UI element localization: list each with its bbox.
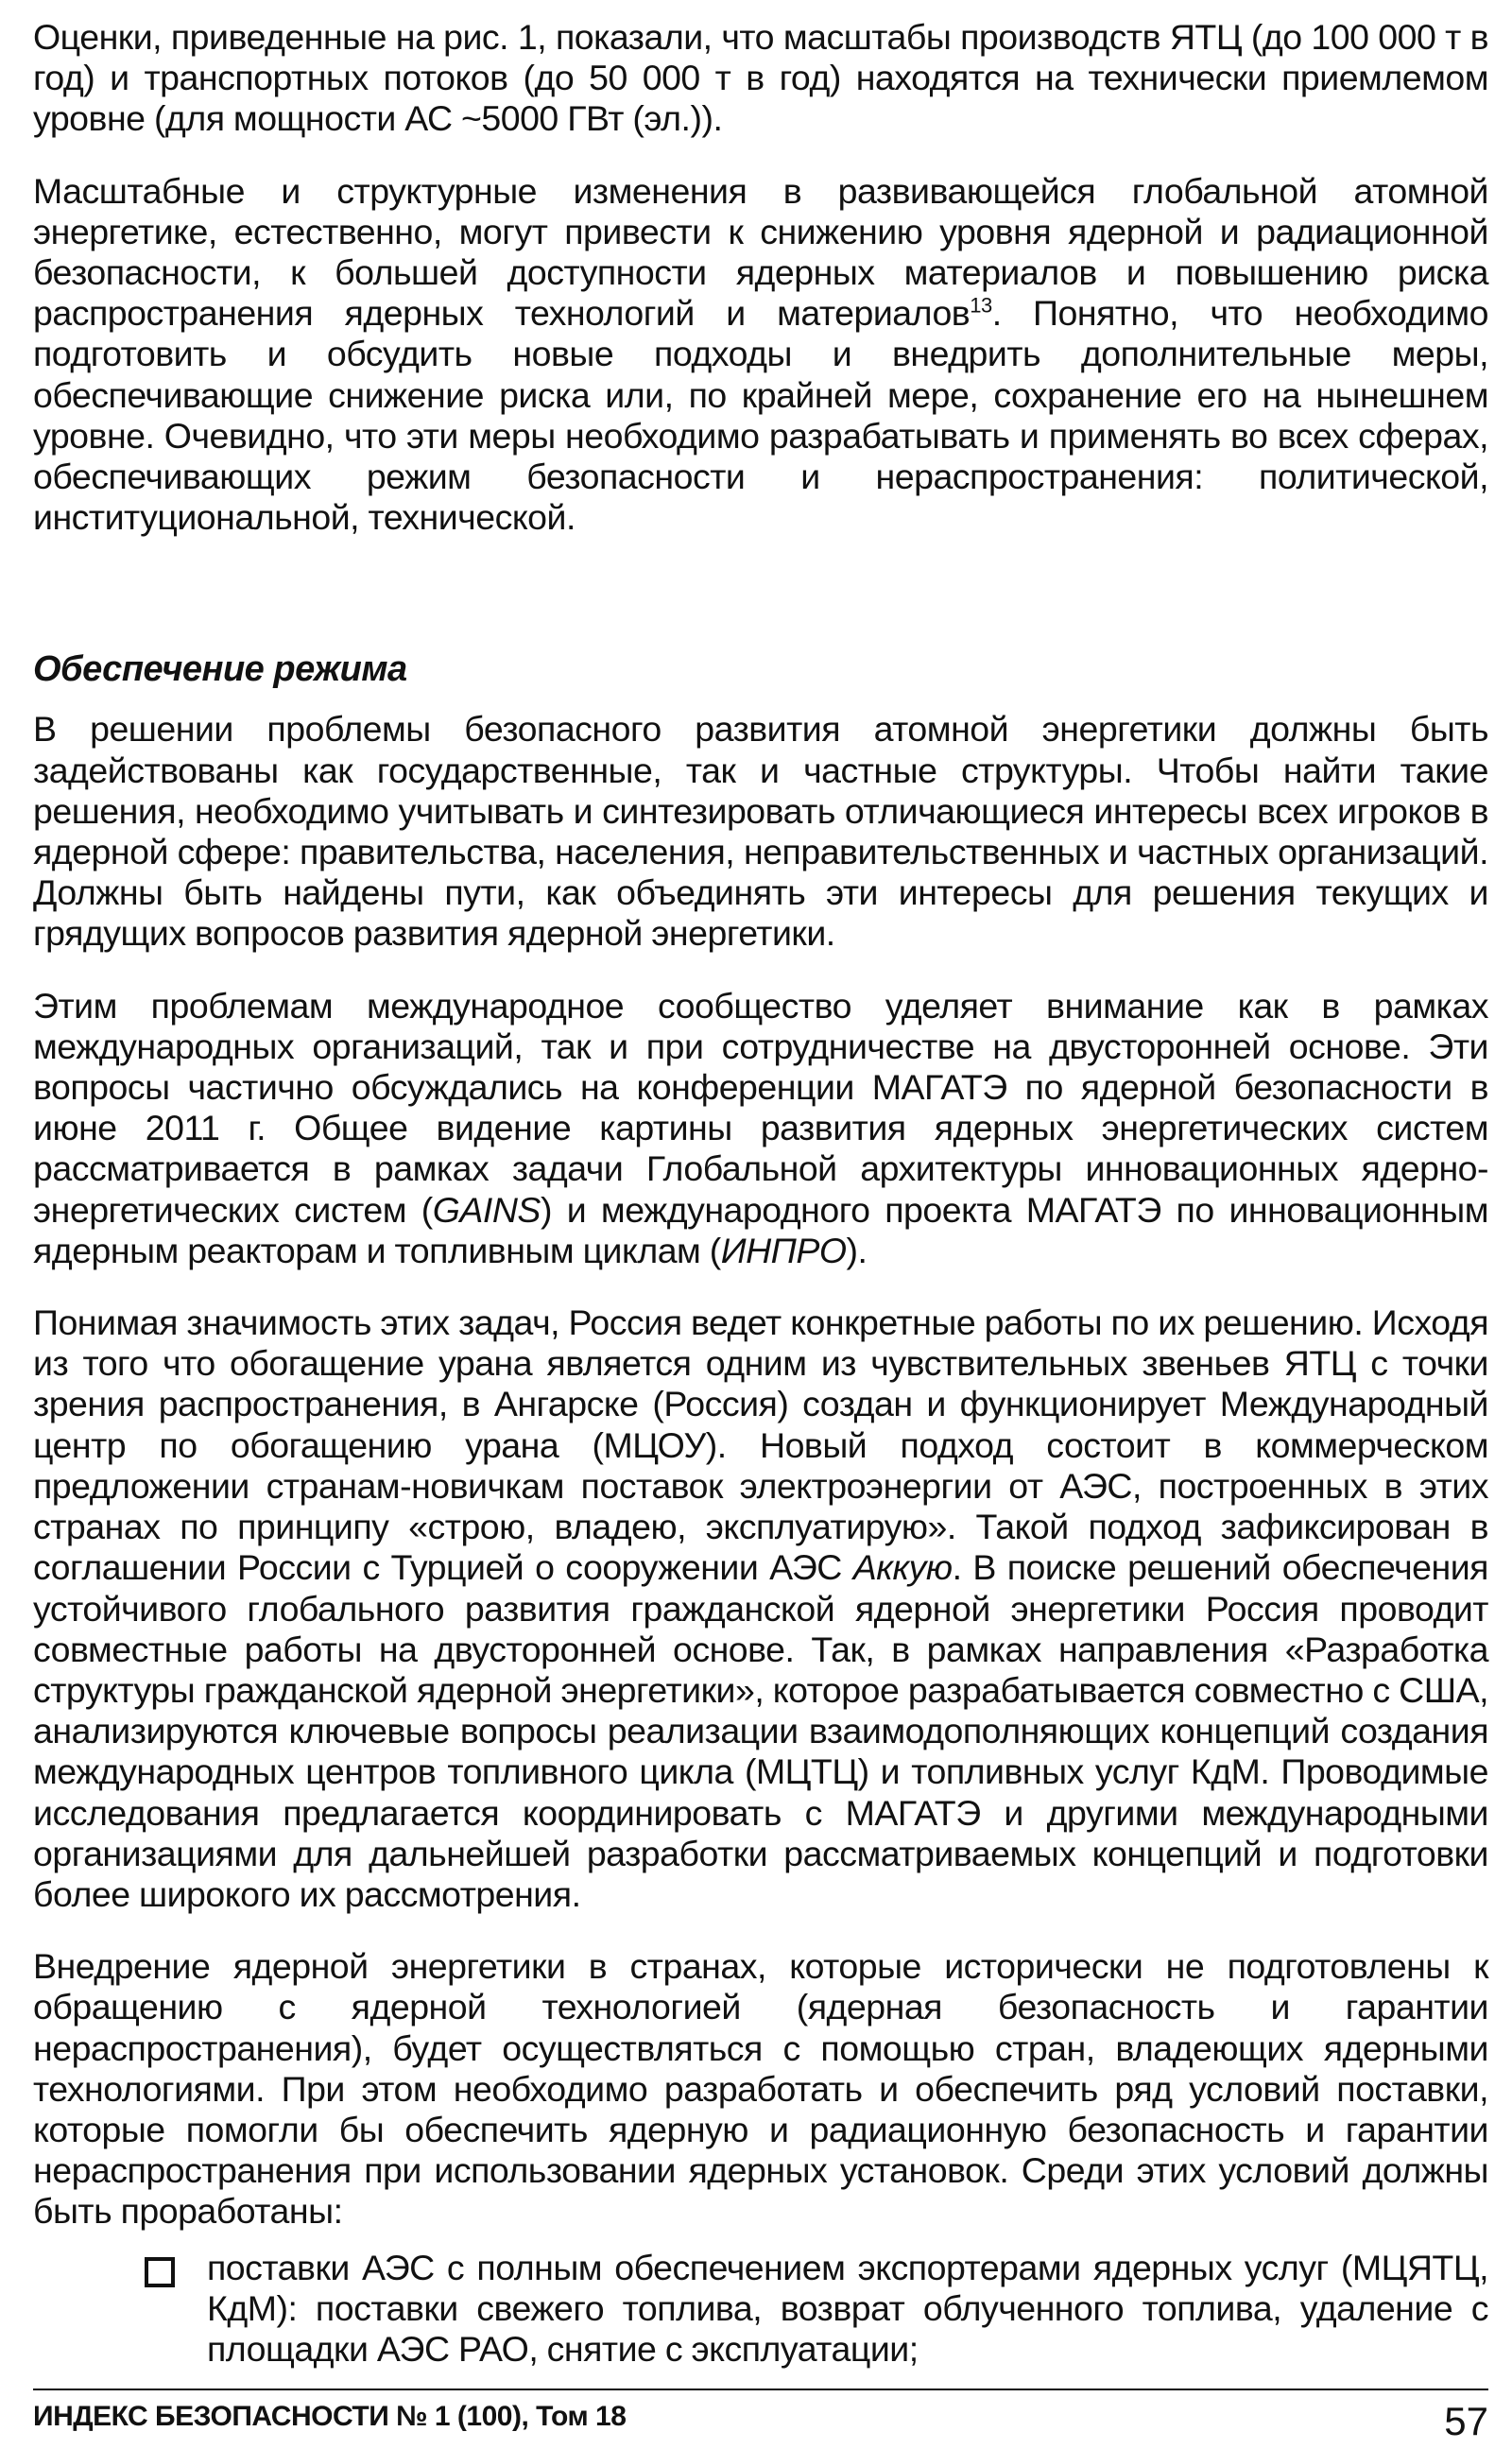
checkbox-bullet-icon bbox=[145, 2257, 175, 2287]
paragraph-5-text-cont: . В поиске решений обеспечения устойчивого глобального развития гражданской ядерной энергетики Россия проводит совместные работы на двусторонней основе. Так, в рамках направления «Разработка структуры гражданской ядерной энергетики», которое разрабатывается совместно с США, анализируются ключевые вопросы реализации взаимодополняющих концепций создания международных центров топливного цикла (МЦТЦ) и топливных услуг КдМ. Проводимые исследования предлагается координировать с МАГАТЭ и другими международными организациями для дальнейшей разработки рассматриваемых концепций и подготовки более широкого их рассмотрения. bbox=[33, 1547, 1488, 1914]
page-footer bbox=[33, 2399, 1488, 2446]
paragraph-2-text-cont: . Понятно, что необходимо подготовить и обсудить новые подходы и внедрить дополнительные меры, обеспечивающие снижение риска или, по крайней мере, сохранение его на нынешнем уровне. Очевидно, что эти меры необходимо разрабатывать и применять во всех сферах, обеспечивающих режим безопасности и нераспространения: политической, институциональной, технической. bbox=[33, 293, 1488, 538]
paragraph-5-text: Понимая значимость этих задач, Россия ведет конкретные работы по их решению. Исходя из того что обогащение урана является одним из чувствительных звеньев ЯТЦ с точки зрения распространения, в Ангарске (Россия) создан и функционирует Международный центр по обогащению урана (МЦОУ). Новый подход состоит в коммерческом предложении странам-новичкам поставок электроэнергии от АЭС, построенных в этих странах по принципу «строю, владею, эксплуатирую». Такой подход зафиксирован в соглашении России с Турцией о сооружении АЭС bbox=[33, 1302, 1488, 1588]
page-number: 57 bbox=[1444, 2399, 1488, 2443]
paragraph-2 bbox=[33, 171, 1488, 539]
paragraph-6-text: Внедрение ядерной энергетики в странах, которые исторически не подготовлены к обращению с ядерной технологией (ядерная безопасность и гарантии нераспространения), будет осуществляться с помощью стран, владеющих ядерными технологиями. При этом необходимо разработать и обеспечить ряд условий поставки, которые помогли бы обеспечить ядерную и радиационную безопасность и гарантии нераспространения при использовании ядерных установок. Среди этих условий должны быть проработаны: bbox=[33, 1946, 1488, 2232]
paragraph-1-text: Оценки, приведенные на рис. 1, показали, что масштабы производств ЯТЦ (до 100 000 т в год) и транспортных потоков (до 50 000 т в год) находятся на технически приемлемом уровне (для мощности АС ~5000 ГВт (эл.)). bbox=[33, 17, 1488, 139]
paragraph-4-text-cont: ) и международного проекта МАГАТЭ по инновационным ядерным реакторам и топливным циклам ( bbox=[33, 1189, 1488, 1270]
footer-divider bbox=[33, 2389, 1488, 2390]
section-title: Обеспечение режима bbox=[33, 649, 407, 690]
paragraph-2-text: Масштабные и структурные изменения в развивающейся глобальной атомной энергетике, естественно, могут привести к снижению уровня ядерной и радиационной безопасности, к большей доступности ядерных материалов и повышению риска распространения ядерных технологий и материалов bbox=[33, 170, 1488, 334]
paragraph-1 bbox=[33, 17, 1488, 140]
journal-title: ИНДЕКС БЕЗОПАСНОСТИ № 1 (100), Том 18 bbox=[33, 2401, 627, 2432]
paragraph-4 bbox=[33, 986, 1488, 1271]
inpro-term: ИНПРО bbox=[720, 1230, 847, 1270]
paragraph-5 bbox=[33, 1302, 1488, 1915]
list-item bbox=[145, 2248, 1488, 2371]
footnote-ref-13[interactable]: 13 bbox=[970, 293, 992, 318]
paragraph-4-text: Этим проблемам международное сообщество уделяет внимание как в рамках международных организаций, так и при сотрудничестве на двусторонней основе. Эти вопросы частично обсуждались на конференции МАГАТЭ по ядерной безопасности в июне 2011 г. Общее видение картины развития ядерных энергетических систем рассматривается в рамках задачи Глобальной архитектуры инновационных ядерно-энергетических систем ( bbox=[33, 985, 1488, 1230]
paragraph-3-text: В решении проблемы безопасного развития атомной энергетики должны быть задействованы как государственные, так и частные структуры. Чтобы найти такие решения, необходимо учитывать и синтезировать отличающиеся интересы всех игроков в ядерной сфере: правительства, населения, неправительственных и частных организаций. Должны быть найдены пути, как объединять эти интересы для решения текущих и грядущих вопросов развития ядерной энергетики. bbox=[33, 709, 1488, 954]
paragraph-4-text-end: ). bbox=[846, 1230, 868, 1270]
list-item-text: поставки АЭС с полным обеспечением экспортерами ядерных услуг (МЦЯТЦ, КдМ): поставки свежего топлива, возврат облученного топлива, удаление с площадки АЭС РАО, снятие с эксплуатации; bbox=[207, 2247, 1488, 2369]
gains-term: GAINS bbox=[432, 1189, 541, 1230]
akkuyu-term: Аккую bbox=[852, 1547, 953, 1588]
page-body bbox=[33, 17, 1488, 2370]
paragraph-3 bbox=[33, 709, 1488, 954]
paragraph-6 bbox=[33, 1946, 1488, 2232]
